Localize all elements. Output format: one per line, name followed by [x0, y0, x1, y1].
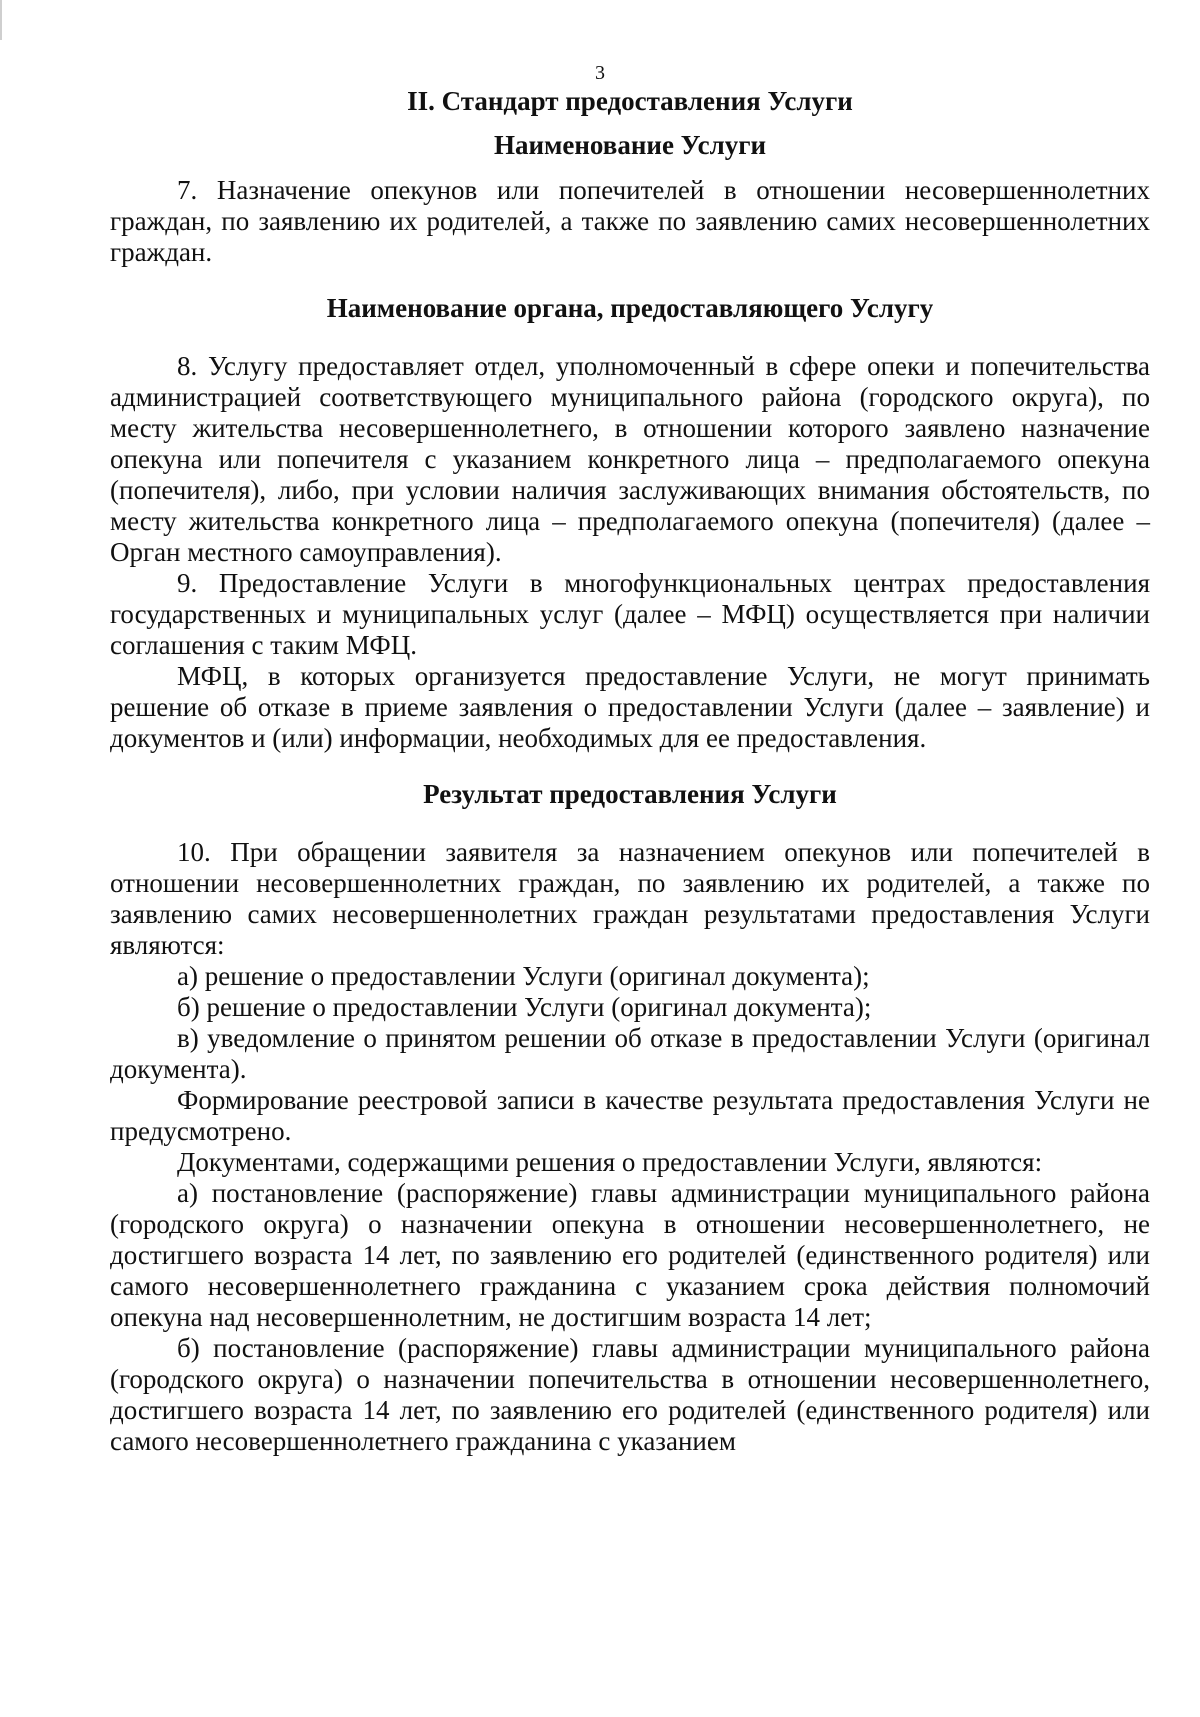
- paragraph-8: 8. Услугу предоставляет отдел, уполномоченный в сфере опеки и попечительства администрацией соответствующего муниципального района (городского округа), по месту жительства несовершеннолетнего, в отношении которого заявлено назначение опекуна или попечителя с указанием конкретного лица – предполагаемого опекуна (попечителя), либо, при условии наличия заслуживающих внимания обстоятельств, по месту жительства конкретного лица – предполагаемого опекуна (попечителя) (далее – Орган местного самоуправления).: [110, 351, 1150, 567]
- paragraph-10: 10. При обращении заявителя за назначением опекунов или попечителей в отношении несовершеннолетних граждан, по заявлению их родителей, а также по заявлению самих несовершеннолетних граждан результатами предоставления Услуги являются:: [110, 837, 1150, 960]
- paragraph-10-b: б) решение о предоставлении Услуги (оригинал документа);: [177, 992, 872, 1022]
- paragraph-10-registry: Формирование реестровой записи в качестве результата предоставления Услуги не предусмотрено.: [110, 1085, 1150, 1146]
- paragraph-9: 9. Предоставление Услуги в многофункциональных центрах предоставления государственных и муниципальных услуг (далее – МФЦ) осуществляется при наличии соглашения с таким МФЦ.: [110, 568, 1150, 660]
- paragraph-10-c: в) уведомление о принятом решении об отказе в предоставлении Услуги (оригинал документа).: [110, 1023, 1150, 1084]
- heading-service-name: Наименование Услуги: [493, 130, 767, 160]
- page-number: 3: [595, 62, 605, 84]
- paragraph-10-doc-a: а) постановление (распоряжение) главы администрации муниципального района (городского округа) о назначении опекуна в отношении несовершеннолетнего, не достигшего возраста 14 лет, по заявлению его родителей (единственного родителя) или самого несовершеннолетнего гражданина с указанием срока действия полномочий опекуна над несовершеннолетним, не достигшим возраста 14 лет;: [110, 1178, 1150, 1332]
- paragraph-10-a: а) решение о предоставлении Услуги (оригинал документа);: [177, 961, 870, 991]
- paragraph-9-mfc: МФЦ, в которых организуется предоставление Услуги, не могут принимать решение об отказе в приеме заявления о предоставлении Услуги (далее – заявление) и документов и (или) информации, необходимых для ее предоставления.: [110, 661, 1150, 753]
- heading-provider-name: Наименование органа, предоставляющего Услугу: [326, 293, 934, 323]
- scan-edge-mark: [0, 0, 2, 40]
- section-title: II. Стандарт предоставления Услуги: [407, 86, 853, 116]
- paragraph-10-doc-b: б) постановление (распоряжение) главы администрации муниципального района (городского округа) о назначении попечительства в отношении несовершеннолетнего, достигшего возраста 14 лет, по заявлению его родителей (единственного родителя) или самого несовершеннолетнего гражданина с указанием: [110, 1333, 1150, 1456]
- heading-result: Результат предоставления Услуги: [423, 779, 837, 809]
- paragraph-10-documents: Документами, содержащими решения о предоставлении Услуги, являются:: [177, 1147, 1043, 1177]
- paragraph-7: 7. Назначение опекунов или попечителей в отношении несовершеннолетних граждан, по заявлению их родителей, а также по заявлению самих несовершеннолетних граждан.: [110, 175, 1150, 267]
- document-body: [110, 86, 1150, 1457]
